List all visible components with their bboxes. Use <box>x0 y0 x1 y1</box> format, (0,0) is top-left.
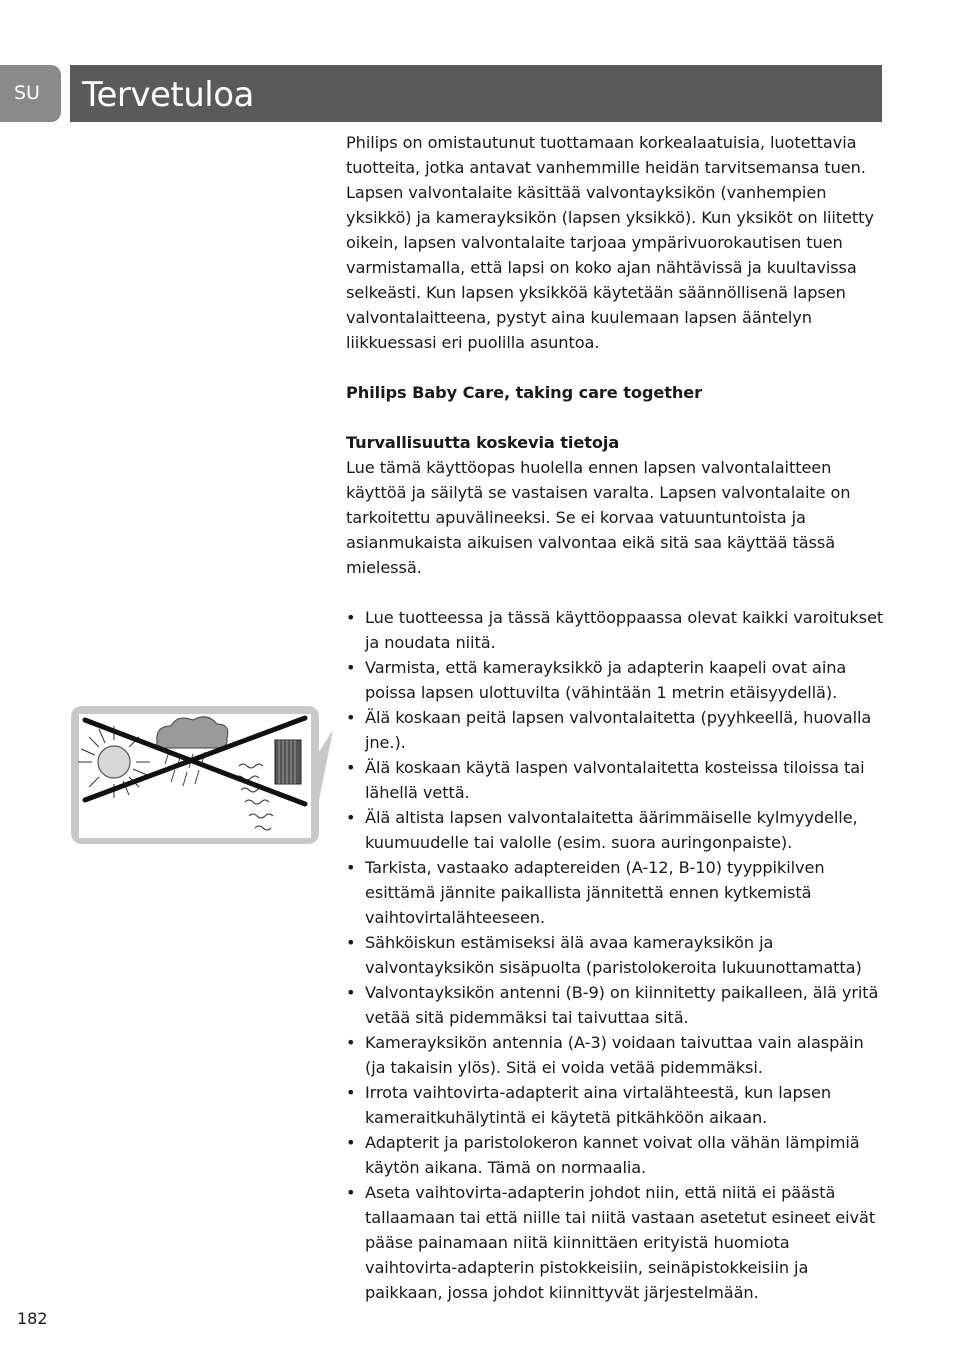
list-item: • Älä altista lapsen valvontalaitetta äärimmäiselle kylmyydelle, kuumuudelle tai valolle (esim. suora auringonpaiste). <box>346 805 886 855</box>
list-item: • Kamerayksikön antennia (A-3) voidaan taivuttaa vain alaspäin (ja takaisin ylös). Sitä ei voida vetää pidemmäksi. <box>346 1030 886 1080</box>
main-content <box>346 130 886 1305</box>
list-item: • Älä koskaan käytä laspen valvontalaitetta kosteissa tiloissa tai lähellä vettä. <box>346 755 886 805</box>
list-item: • Lue tuotteessa ja tässä käyttöoppaassa olevat kaikki varoitukset ja noudata niitä. <box>346 605 886 655</box>
list-item: • Valvontayksikön antenni (B-9) on kiinnitetty paikalleen, älä yritä vetää sitä pidemmäksi tai taivuttaa sitä. <box>346 980 886 1030</box>
intro-paragraph: Philips on omistautunut tuottamaan korkealaatuisia, luotettavia tuotteita, jotka antavat vanhemmille heidän tarvitsemansa tuen. Lapsen valvontalaite käsittää valvontayksikön (vanhempien yksikkö) ja kamerayksikön (lapsen yksikkö). Kun yksiköt on liitetty oikein, lapsen valvontalaite tarjoaa ympärivuorokautisen tuen varmistamalla, että lapsi on koko ajan nähtävissä ja kuultavissa selkeästi. Kun lapsen yksikköä käytetään säännöllisenä lapsen valvontalaitteena, pystyt aina kuulemaan lapsen ääntelyn liikkuessasi eri puolilla asuntoa. <box>346 133 874 352</box>
list-item: • Aseta vaihtovirta-adapterin johdot niin, että niitä ei päästä tallaamaan tai että niille tai niitä vastaan asetetut esineet eivät pääse painamaan niitä kiinnittäen erityistä huomiota vaihtovirta-adapterin pistokkeisiin, seinäpistokkeisiin ja paikkaan, jossa johdot kiinnittyvät järjestelmään. <box>346 1180 886 1305</box>
title-bar <box>70 65 882 122</box>
safety-intro: Lue tämä käyttöopas huolella ennen lapsen valvontalaitteen käyttöä ja säilytä se vastaisen varalta. Lapsen valvontalaite on tarkoitettu apuvälineeksi. Se ei korvaa vatuuntuntoista ja asianmukaista aikuisen valvontaa eikä sitä saa käyttää tässä mielessä. <box>346 458 851 577</box>
list-item: • Varmista, että kamerayksikkö ja adapterin kaapeli ovat aina poissa lapsen ulottuvilta (vähintään 1 metrin etäisyydellä). <box>346 655 886 705</box>
page-title: Tervetuloa <box>82 75 254 115</box>
page-number: 182 <box>17 1309 48 1328</box>
list-item: • Sähköiskun estämiseksi älä avaa kamerayksikön ja valvontayksikön sisäpuolta (paristolokeroita lukuunottamatta) <box>346 930 886 980</box>
list-item: • Adapterit ja paristolokeron kannet voivat olla vähän lämpimiä käytön aikana. Tämä on normaalia. <box>346 1130 886 1180</box>
language-tab: SU <box>0 65 61 122</box>
safety-list <box>346 605 886 1305</box>
warning-illustration <box>69 704 333 846</box>
tagline: Philips Baby Care, taking care together <box>346 383 703 402</box>
list-item: • Älä koskaan peitä lapsen valvontalaitetta (pyyhkeellä, huovalla jne.). <box>346 705 886 755</box>
safety-heading: Turvallisuutta koskevia tietoja <box>346 433 620 452</box>
list-item: • Irrota vaihtovirta-adapterit aina virtalähteestä, kun lapsen kameraitkuhälytintä ei käytetä pitkähköön aikaan. <box>346 1080 886 1130</box>
list-item: • Tarkista, vastaako adaptereiden (A-12, B-10) tyyppikilven esittämä jännite paikallista jännitettä ennen kytkemistä vaihtovirtalähteeseen. <box>346 855 886 930</box>
